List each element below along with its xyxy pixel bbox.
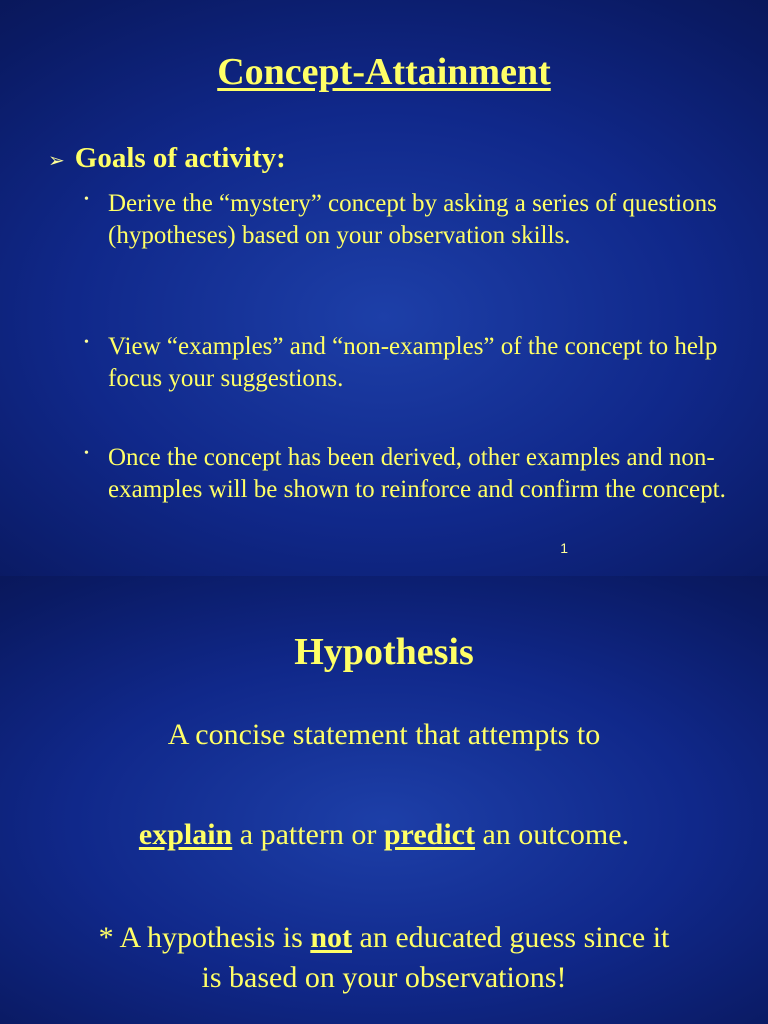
note-prefix: * A hypothesis is: [98, 921, 311, 954]
keyword-predict: predict: [383, 818, 475, 851]
dot-bullet-icon: •: [84, 192, 89, 207]
bullet-item: [84, 442, 734, 506]
bullet-text: Once the concept has been derived, other examples and non-examples will be shown to reinforce and confirm the concept.: [108, 444, 726, 503]
note-suffix: an educated guess since it: [352, 921, 670, 954]
bullet-text: View “examples” and “non-examples” of the concept to help focus your suggestions.: [108, 333, 718, 392]
definition-line-2: [0, 818, 768, 852]
slide-2: [0, 576, 768, 1024]
dot-bullet-icon: •: [84, 335, 89, 350]
note-line: [0, 918, 768, 998]
line-text: an outcome.: [474, 818, 630, 851]
keyword-not: not: [310, 921, 352, 954]
bullet-text: Derive the “mystery” concept by asking a series of questions (hypotheses) based on your observation skills.: [108, 190, 717, 249]
keyword-explain: explain: [138, 818, 233, 851]
definition-line: A concise statement that attempts to: [167, 718, 601, 751]
arrow-bullet-icon: ➢: [48, 150, 65, 172]
dot-bullet-icon: •: [84, 446, 89, 461]
line-text: a pattern or: [232, 818, 384, 851]
bullet-item: [84, 331, 734, 395]
slide-title: Hypothesis: [294, 631, 474, 673]
page-number: 1: [560, 540, 568, 556]
goals-heading-row: [48, 142, 286, 175]
note-continuation: is based on your observations!: [201, 961, 567, 994]
slide-title: Concept-Attainment: [217, 51, 551, 93]
goals-heading: Goals of activity:: [74, 142, 286, 174]
bullet-item: [84, 188, 734, 252]
